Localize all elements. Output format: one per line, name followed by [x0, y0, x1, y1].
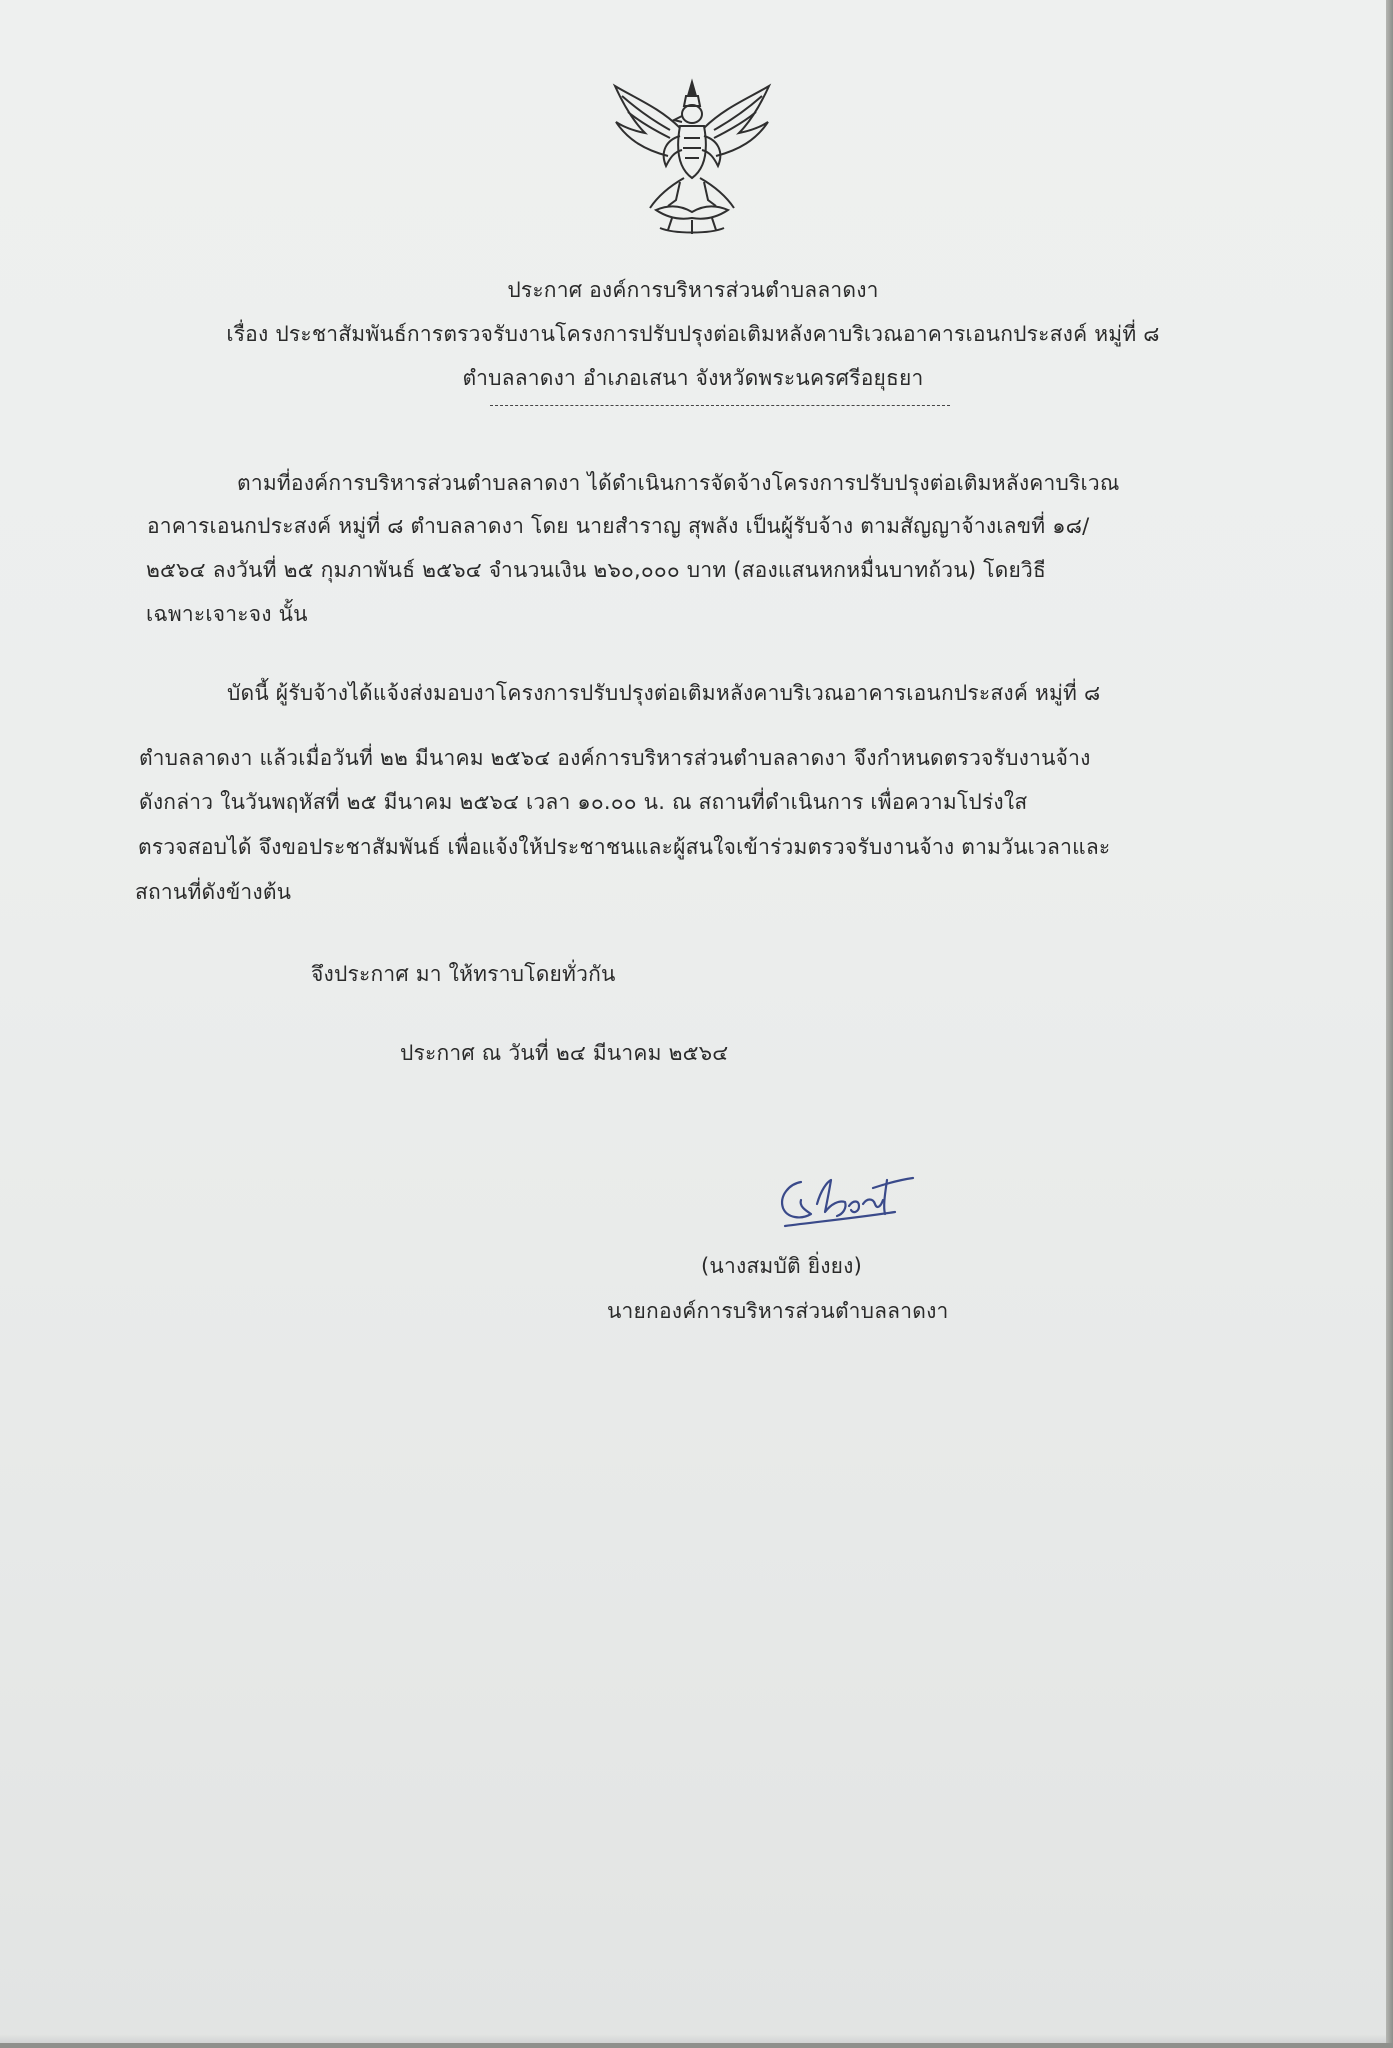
paragraph1-line4: เฉพาะเจาะจง นั้น: [146, 602, 308, 626]
paragraph2-line5: สถานที่ดังข้างต้น: [135, 880, 292, 904]
subject-line-1: เรื่อง ประชาสัมพันธ์การตรวจรับงานโครงการปรับปรุงต่อเติมหลังคาบริเวณอาคารเอนกประสงค์ หมู่ที่ ๘: [226, 322, 1160, 346]
signature-icon: [765, 1160, 925, 1240]
paragraph2-line2: ตำบลลาดงา แล้วเมื่อวันที่ ๒๒ มีนาคม ๒๕๖๔ องค์การบริหารส่วนตำบลลาดงา จึงกำหนดตรวจรับงานจ้าง: [139, 746, 1091, 770]
paragraph2-line3: ดังกล่าว ในวันพฤหัสที่ ๒๕ มีนาคม ๒๕๖๔ เวลา ๑๐.๐๐ น. ณ สถานที่ดำเนินการ เพื่อความโปร่งใส: [139, 790, 1028, 814]
separator-line: [490, 405, 950, 406]
paragraph1-line3: ๒๕๖๔ ลงวันที่ ๒๕ กุมภาพันธ์ ๒๕๖๔ จำนวนเงิน ๒๖๐,๐๐๐ บาท (สองแสนหกหมื่นบาทถ้วน) โดยวิธี: [146, 558, 1046, 582]
paragraph1-line1: ตามที่องค์การบริหารส่วนตำบลลาดงา ได้ดำเนินการจัดจ้างโครงการปรับปรุงต่อเติมหลังคาบริเวณ: [237, 471, 1120, 495]
paragraph2-line4: ตรวจสอบได้ จึงขอประชาสัมพันธ์ เพื่อแจ้งให้ประชาชนและผู้สนใจเข้าร่วมตรวจรับงานจ้าง ตามวันเวลาและ: [138, 835, 1111, 859]
paragraph2-line1: บัดนี้ ผู้รับจ้างได้แจ้งส่งมอบงาโครงการปรับปรุงต่อเติมหลังคาบริเวณอาคารเอนกประสงค์ หมู่ที่ ๘: [227, 681, 1101, 705]
subject-line-2: ตำบลลาดงา อำเภอเสนา จังหวัดพระนครศรีอยุธยา: [462, 366, 924, 390]
announcement-date: ประกาศ ณ วันที่ ๒๔ มีนาคม ๒๕๖๔: [400, 1041, 729, 1065]
paragraph1-line2: อาคารเอนกประสงค์ หมู่ที่ ๘ ตำบลลาดงา โดย นายสำราญ สุพลัง เป็นผู้รับจ้าง ตามสัญญาจ้างเลขที่ ๑๘/: [147, 514, 1090, 538]
closing-statement: จึงประกาศ มา ให้ทราบโดยทั่วกัน: [311, 962, 616, 986]
announcement-title: ประกาศ องค์การบริหารส่วนตำบลลาดงา: [507, 278, 879, 302]
garuda-emblem-icon: [610, 78, 775, 238]
signatory-position: นายกองค์การบริหารส่วนตำบลลาดงา: [607, 1299, 949, 1323]
signatory-name: (นางสมบัติ ยิ่งยง): [701, 1254, 863, 1278]
page-edge-bottom: [0, 2043, 1393, 2048]
page-edge-right: [1386, 0, 1393, 2048]
